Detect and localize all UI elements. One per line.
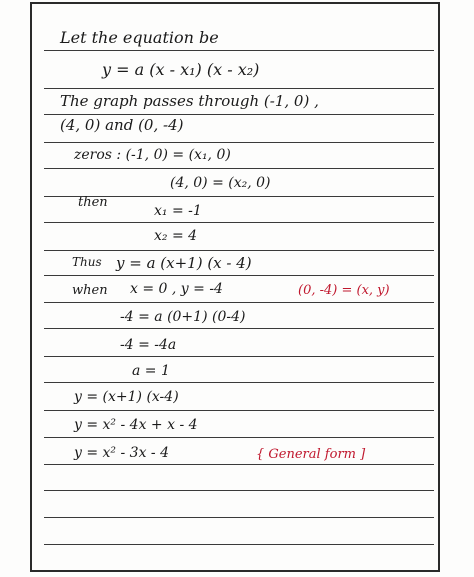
ruled-line — [44, 517, 434, 518]
ruled-line — [44, 490, 434, 491]
ruled-line — [44, 302, 434, 303]
points-line-cont: (4, 0) and (0, -4) — [60, 116, 184, 134]
then-label: then — [78, 195, 108, 210]
ruled-line — [44, 464, 434, 465]
ruled-line — [44, 50, 434, 51]
zeros-line-2: (4, 0) = (x₂, 0) — [170, 175, 271, 191]
ruled-line — [44, 142, 434, 143]
point-note: (0, -4) = (x, y) — [298, 283, 390, 298]
substitution-point: x = 0 , y = -4 — [130, 281, 223, 297]
simplified-equation: -4 = -4a — [120, 337, 177, 353]
general-form-note: { General form ] — [256, 447, 366, 462]
when-label: when — [72, 283, 108, 298]
x1-value: x₁ = -1 — [154, 203, 202, 219]
ruled-line — [44, 544, 434, 545]
points-line: The graph passes through (-1, 0) , — [60, 92, 319, 110]
ruled-line — [44, 275, 434, 276]
substituted-equation: -4 = a (0+1) (0-4) — [120, 309, 246, 325]
factored-equation: y = a (x+1) (x - 4) — [116, 254, 252, 272]
ruled-line — [44, 437, 434, 438]
ruled-line — [44, 168, 434, 169]
ruled-line — [44, 250, 434, 251]
ruled-line — [44, 382, 434, 383]
ruled-line — [44, 114, 434, 115]
ruled-line — [44, 356, 434, 357]
ruled-line — [44, 328, 434, 329]
final-equation: y = x² - 3x - 4 — [74, 445, 170, 461]
x2-value: x₂ = 4 — [154, 228, 198, 244]
ruled-line — [44, 410, 434, 411]
a-value: a = 1 — [132, 363, 170, 379]
ruled-line — [44, 88, 434, 89]
zeros-line: zeros : (-1, 0) = (x₁, 0) — [74, 147, 231, 163]
general-equation: y = a (x - x₁) (x - x₂) — [102, 60, 260, 79]
factored-result: y = (x+1) (x-4) — [74, 389, 179, 405]
intro-line: Let the equation be — [60, 28, 219, 47]
expanded-result: y = x² - 4x + x - 4 — [74, 417, 198, 433]
thus-label: Thus — [72, 255, 102, 269]
ruled-line — [44, 222, 434, 223]
